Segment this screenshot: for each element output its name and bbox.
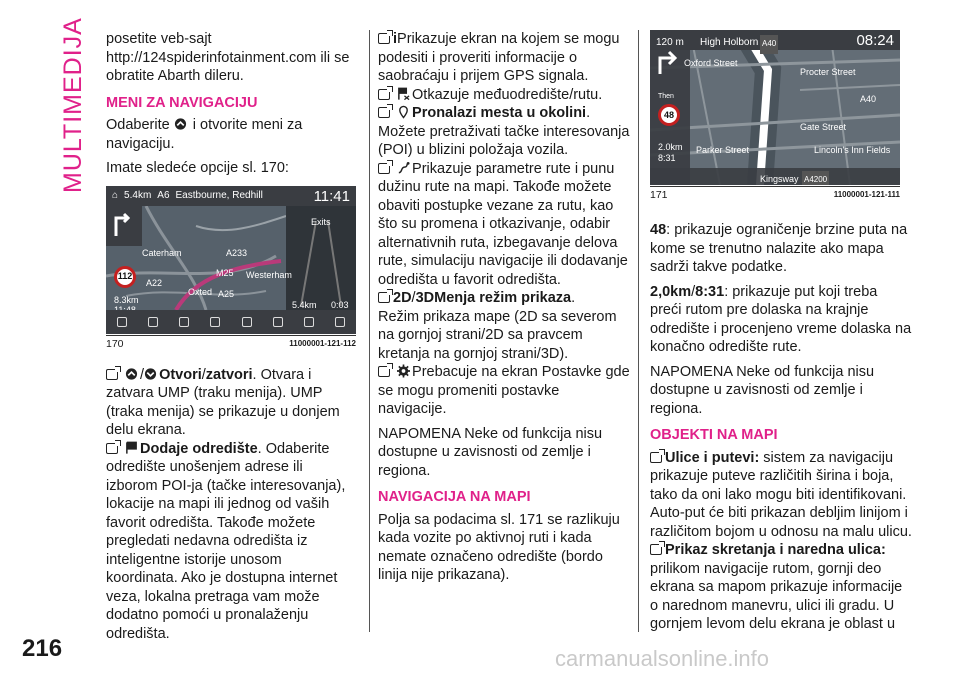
map-clock: 11:41: [313, 187, 350, 205]
bullet-icon: [378, 107, 390, 118]
route-icon[interactable]: [273, 317, 283, 327]
place-label: Westerham: [246, 269, 292, 280]
section-title-vertical: MULTIMEDIJA: [58, 17, 87, 193]
remaining-distance: 2.0km: [658, 142, 683, 152]
road-label: A25: [218, 288, 235, 299]
heading-navigation-menu: MENI ZA NAVIGACIJU: [106, 94, 258, 111]
navigation-map-screen-171: [650, 30, 900, 185]
speed-limit-desc: 48: prikazuje ograničenje brzine puta na kome se trenutno nalazite ako mapa sadrži takve podatke.: [650, 222, 908, 275]
item-2d-3d-desc: Režim prikaza mape (2D sa severom na gornjoj strani/2D sa pravcem kretanja na gornjoj strani/3D).: [378, 308, 617, 362]
chevron-down-icon: [144, 367, 157, 381]
bullet-icon: [378, 366, 390, 377]
route-icon: [397, 161, 410, 175]
figure-caption-170: 170 11000001-121-112: [106, 335, 356, 350]
street-label: Parker Street: [696, 145, 750, 155]
settings-icon[interactable]: [335, 317, 345, 327]
column-divider-left: [369, 30, 370, 632]
next-time: 0:03: [331, 299, 349, 310]
figure-170: [106, 186, 356, 350]
next-street-name: High Holborn: [700, 37, 759, 48]
column-3: [650, 30, 912, 634]
options-text: Imate sledeće opcije sl. 170:: [106, 160, 289, 176]
item-turn-preview: Prikaz skretanja i naredna ulica:: [650, 541, 912, 560]
info-icon[interactable]: [179, 317, 189, 327]
map-clock: 08:24: [856, 32, 894, 49]
eta-desc: 2,0km/8:31: prikazuje put koji treba preći rutom pre dolaska na krajnje odredište i procenjeno vreme dolaska na konačno odredište rute.: [650, 283, 912, 355]
watermark: carmanualsonline.info: [555, 646, 770, 671]
item-settings: Prebacuje na ekran Postavke gde se mogu promeniti postavke navigacije.: [378, 364, 630, 417]
next-turn-distance: 120 m: [656, 37, 684, 48]
menu-icon[interactable]: [117, 317, 127, 327]
item-cancel-route: Otkazuje međuodredište/rutu.: [378, 86, 630, 105]
street-label: Oxford Street: [684, 58, 738, 68]
item-open-close: / Otvori/zatvori. Otvara i zatvara UMP (traku menija). UMP (traka menija) se prikazuje u donjem delu ekrana.: [106, 366, 340, 438]
cancel-route-icon[interactable]: [210, 317, 220, 327]
figure-caption-171: 171 11000001-121-111: [650, 186, 900, 201]
bullet-icon: [378, 89, 390, 100]
item-streets-roads: Ulice i putevi: sistem za navigaciju prikazuje puteve različitih širina i boja, tako da oni lako mogu biti identifikovani. Auto-put će biti prikazan debljim linijom i različitom bojom u odnosu na malu ulicu.: [650, 449, 912, 540]
flag-icon: [125, 441, 138, 455]
item-route-params: Prikazuje parametre rute i punu dužinu rute na mapi. Takođe možete obaviti postupke vezane za rutu, kao što su promena i otkazivanje, odabir alternativnih ruta, izbegavanje delova rute, simulaciju navigacije ili dodavanje odredišta u favorit odredišta.: [378, 160, 628, 288]
road-label: A4200: [802, 171, 829, 185]
info-icon: i: [393, 31, 398, 47]
exits-label: Exits: [311, 216, 331, 227]
place-label: Caterham: [142, 247, 182, 258]
arrival-time: 8:31: [658, 153, 676, 163]
next-distance: 5.4km: [292, 299, 317, 310]
figure-171: [650, 30, 900, 201]
road-label: A22: [146, 277, 163, 288]
speed-limit-sign: 112: [114, 266, 136, 288]
open-menu-text: Odaberite i otvorite meni za navigaciju.: [106, 117, 303, 152]
heading-map-objects: OBJEKTI NA MAPI: [650, 427, 778, 443]
note-availability: NAPOMENA Neke od funkcija nisu dostupne u zavisnosti od zemlje i regiona.: [378, 425, 603, 479]
map-navigation-text: Polja sa podacima sl. 171 se razlikuju kada vozite po aktivnoj ruti i kada nemate označeno odredište (bordo linija nije prikazana).: [378, 511, 620, 583]
chevron-up-icon: [174, 117, 187, 131]
column-2: [378, 30, 630, 591]
intro-text: posetite veb-sajt http://124spiderinfotainment.com ili se obratite Abarth dileru.: [106, 31, 350, 84]
remaining-distance: 8.3km: [114, 294, 139, 305]
page-number: 216: [22, 635, 63, 662]
column-divider-right: [638, 30, 639, 632]
then-label: Then: [658, 93, 674, 100]
bullet-icon: [378, 292, 390, 303]
column-1: [106, 30, 356, 649]
item-traffic-info: iPrikazuje ekran na kojem se mogu podesiti i proveriti informacije o saobraćaju i prijem GPS signala.: [378, 31, 620, 84]
map-topbar: ⌂ 5.4km A6 Eastbourne, Redhill: [106, 186, 356, 206]
place-label: Oxted: [188, 286, 213, 297]
gear-icon: [397, 364, 410, 378]
bullet-icon: [650, 452, 662, 463]
bullet-icon: [650, 544, 662, 555]
road-label: A40: [760, 35, 778, 54]
item-turn-preview-desc: prilikom navigacije rutom, gornji deo ekrana sa mapom prikazuje informacije o narednom manevru, ulici ili gradu. U gornjem levom delu ekrana je oblast u: [650, 560, 903, 632]
cancel-route-icon: [397, 87, 410, 101]
note-availability: NAPOMENA Neke od funkcija nisu dostupne u zavisnosti od zemlje i regiona.: [650, 363, 875, 417]
street-label: Procter Street: [800, 67, 856, 77]
navigation-map-screen-170: [106, 186, 356, 334]
street-label: Kingsway: [760, 174, 799, 184]
bullet-icon: [106, 443, 118, 454]
home-icon: ⌂: [112, 189, 119, 201]
bullet-icon: [106, 369, 118, 380]
view-3d-icon[interactable]: [304, 317, 314, 327]
road-label: A233: [226, 247, 248, 258]
bullet-icon: [378, 33, 390, 44]
pin-icon: [397, 105, 410, 119]
item-add-destination: Dodaje odredište. Odaberite odredište unošenjem adrese ili izborom POI-ja (tačke interesovanja), lokacije na mapi ili jednog od vaših favorit odredišta. Takođe možete pregledati nedavna odredišta iz inteligentne istorije unosom koordinata. Ako je dostupna internet veza, lokalna pretraga vam može dodatno pomoći u pronalaženju odredišta.: [106, 440, 346, 642]
chevron-up-icon: [125, 367, 138, 381]
street-label: Lincoln's Inn Fields: [814, 145, 891, 155]
ump-menu-bar: [106, 310, 356, 334]
item-find-places-desc: Možete pretraživati tačke interesovanja (POI) u blizini položaja vozila.: [378, 123, 630, 158]
heading-map-navigation: NAVIGACIJA NA MAPI: [378, 489, 531, 505]
item-2d-3d: 2D/3DMenja režim prikaza.: [378, 289, 630, 308]
pin-icon[interactable]: [242, 317, 252, 327]
road-label: M25: [216, 267, 234, 278]
street-label: Gate Street: [800, 122, 847, 132]
item-find-places: Pronalazi mesta u okolini.: [378, 104, 630, 123]
flag-icon[interactable]: [148, 317, 158, 327]
road-label: A40: [860, 94, 877, 104]
bullet-icon: [378, 163, 390, 174]
speed-limit-sign: 48: [658, 104, 680, 126]
